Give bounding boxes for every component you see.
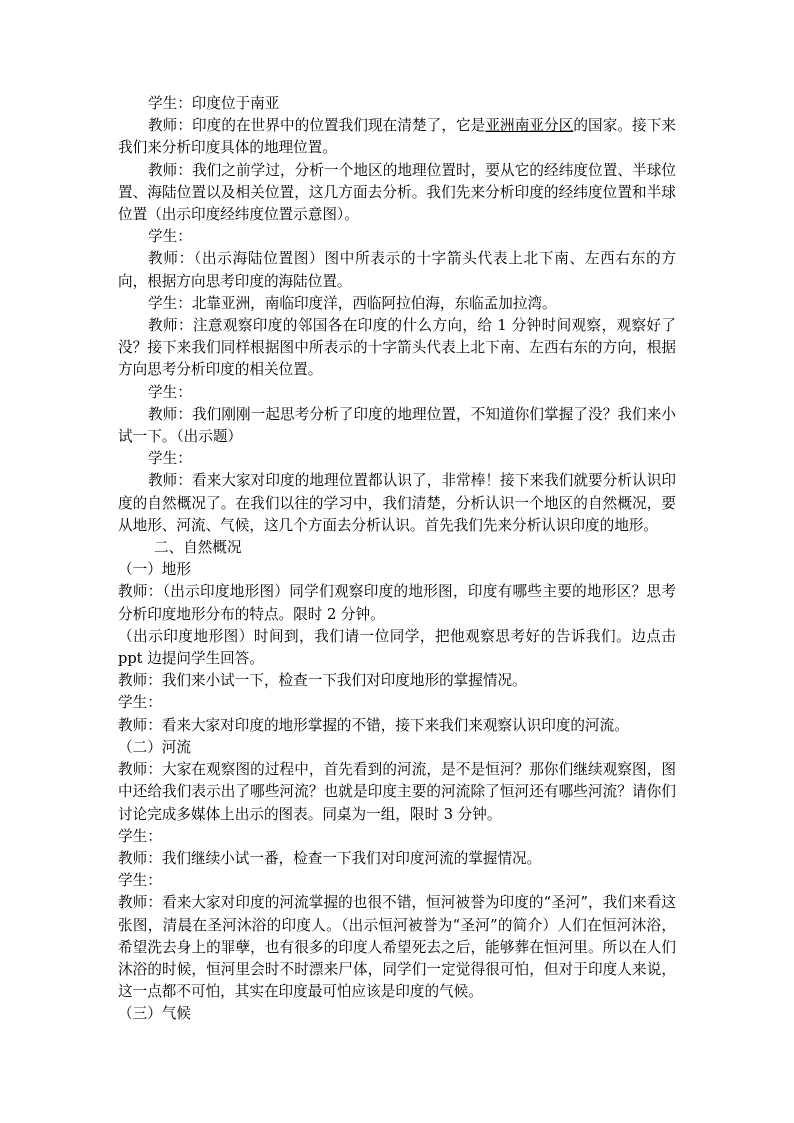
- paragraph: 学生：: [148, 228, 192, 246]
- subsection-heading: （二）河流: [118, 738, 191, 756]
- paragraph: 学生：: [118, 694, 162, 712]
- paragraph: 学生：: [148, 383, 192, 401]
- paragraph: 教师：看来大家对印度的河流掌握的也很不错，恒河被誉为印度的“圣河”，我们来看这张图，清晨在圣河沐浴的印度人。（出示恒河被誉为“圣河”的简介）人们在恒河沐浴，希望洗去身上的罪孽，也有很多的印度人希望死去之后，能够葬在恒河里。所以在人们沐浴的时候，恒河里会时不时漂来尸体，同学们一定觉得很可怕，但对于印度人来说，这一点都不可怕，其实在印度最可怕应该是印度的气候。: [118, 894, 676, 1001]
- paragraph: 教师：注意观察印度的邻国各在印度的什么方向，给 1 分钟时间观察，观察好了没？接下来我们同样根据图中所表示的十字箭头代表上北下南、左西右东的方向，根据方向思考分析印度的相关位置。: [118, 317, 676, 379]
- subsection-heading: （三）气候: [118, 1005, 191, 1023]
- underlined-term: 亚洲南亚分区: [485, 117, 574, 135]
- paragraph: 教师：我们继续小试一番，检查一下我们对印度河流的掌握情况。: [118, 849, 542, 867]
- paragraph: 学生：印度位于南亚: [148, 95, 280, 112]
- paragraph: 教师：我们来小试一下，检查一下我们对印度地形的掌握情况。: [118, 672, 527, 690]
- paragraph: 学生：北靠亚洲，南临印度洋，西临阿拉伯海，东临孟加拉湾。: [148, 294, 557, 312]
- section-heading: 二、自然概况: [154, 539, 242, 557]
- paragraph: 教师：看来大家对印度的地理位置都认识了，非常棒！接下来我们就要分析认识印度的自然概况了。在我们以往的学习中，我们清楚，分析认识一个地区的自然概况，要从地形、河流、气候，这几个方面去分析认识。首先我们先来分析认识印度的地形。: [118, 472, 676, 534]
- paragraph: 教师：我们之前学过，分析一个地区的地理位置时，要从它的经纬度位置、半球位置、海陆位置以及相关位置，这几方面去分析。我们先来分析印度的经纬度位置和半球位置（出示印度经纬度位置示意图）。: [118, 161, 676, 224]
- paragraph: 学生：: [148, 450, 192, 468]
- paragraph: （出示印度地形图）时间到，我们请一位同学，把他观察思考好的告诉我们。边点击 ppt 边提问学生回答。: [118, 627, 676, 668]
- text-run: 教师：印度的在世界中的位置我们现在清楚了，它是: [148, 117, 486, 135]
- text-run: 的国家。接下来我们来分析印度具体的地理位置。: [118, 117, 676, 157]
- document-body: [118, 93, 676, 1026]
- subsection-heading: （一）地形: [118, 561, 191, 579]
- paragraph: 学生：: [118, 872, 162, 890]
- paragraph: 教师：（出示印度地形图）同学们观察印度的地形图，印度有哪些主要的地形区？思考分析印度地形分布的特点。限时 2 分钟。: [118, 583, 676, 623]
- paragraph: [118, 115, 676, 159]
- paragraph: 教师：大家在观察图的过程中，首先看到的河流，是不是恒河？那你们继续观察图，图中还给我们表示出了哪些河流？也就是印度主要的河流除了恒河还有哪些河流？请你们讨论完成多媒体上出示的图表。同桌为一组，限时 3 分钟。: [118, 761, 676, 823]
- paragraph: 教师：我们刚刚一起思考分析了印度的地理位置，不知道你们掌握了没？我们来小试一下。（出示题）: [118, 405, 676, 446]
- paragraph: 学生：: [118, 827, 162, 845]
- paragraph: 教师：（出示海陆位置图）图中所表示的十字箭头代表上北下南、左西右东的方向，根据方向思考印度的海陆位置。: [118, 250, 676, 290]
- paragraph: 教师：看来大家对印度的地形掌握的不错，接下来我们来观察认识印度的河流。: [118, 716, 629, 734]
